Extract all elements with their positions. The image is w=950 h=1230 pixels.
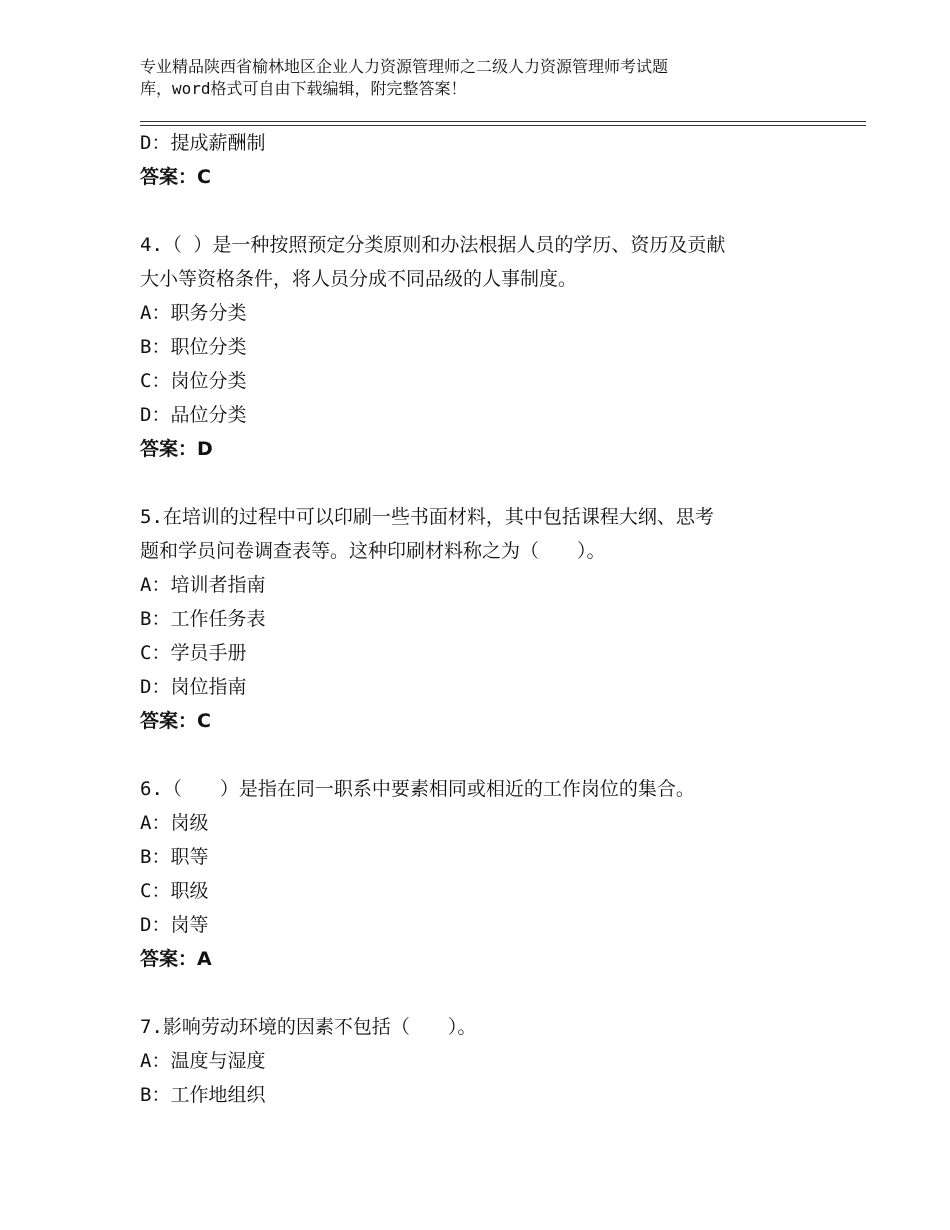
- question-list: [140, 126, 840, 1112]
- option-a: A：岗级: [140, 812, 209, 834]
- option-d: D：品位分类: [140, 404, 247, 426]
- option-d: D：提成薪酬制: [140, 132, 266, 154]
- option-c: C：职级: [140, 880, 209, 902]
- option-c: C：岗位分类: [140, 370, 247, 392]
- document-header: [140, 56, 780, 100]
- question-7-stem: 7.影响劳动环境的因素不包括（ ）。: [140, 1016, 477, 1038]
- header-line-2: 库，word格式可自由下载编辑，附完整答案！: [140, 79, 467, 98]
- answer-line: 答案：C: [140, 710, 211, 732]
- question-5-stem-line-2: 题和学员问卷调查表等。这种印刷材料称之为（ ）。: [140, 540, 606, 562]
- question-5-stem-line-1: 5.在培训的过程中可以印刷一些书面材料，其中包括课程大纲、思考: [140, 506, 714, 528]
- option-c: C：学员手册: [140, 642, 247, 664]
- option-b: B：工作地组织: [140, 1084, 266, 1106]
- question-6-stem: 6.（ ）是指在同一职系中要素相同或相近的工作岗位的集合。: [140, 778, 695, 800]
- option-a: A：培训者指南: [140, 574, 266, 596]
- option-b: B：职等: [140, 846, 209, 868]
- option-a: A：职务分类: [140, 302, 247, 324]
- option-d: D：岗等: [140, 914, 209, 936]
- answer-line: 答案：D: [140, 438, 213, 460]
- option-a: A：温度与湿度: [140, 1050, 266, 1072]
- answer-line: 答案：A: [140, 948, 212, 970]
- question-4-stem-line-2: 大小等资格条件，将人员分成不同品级的人事制度。: [140, 268, 578, 290]
- option-b: B：职位分类: [140, 336, 247, 358]
- header-rule-top: [140, 121, 866, 122]
- question-4-stem-line-1: 4.（ ）是一种按照预定分类原则和办法根据人员的学历、资历及贡献: [140, 234, 726, 256]
- header-line-1: 专业精品陕西省榆林地区企业人力资源管理师之二级人力资源管理师考试题: [140, 57, 669, 76]
- option-d: D：岗位指南: [140, 676, 247, 698]
- option-b: B：工作任务表: [140, 608, 266, 630]
- answer-line: 答案：C: [140, 166, 211, 188]
